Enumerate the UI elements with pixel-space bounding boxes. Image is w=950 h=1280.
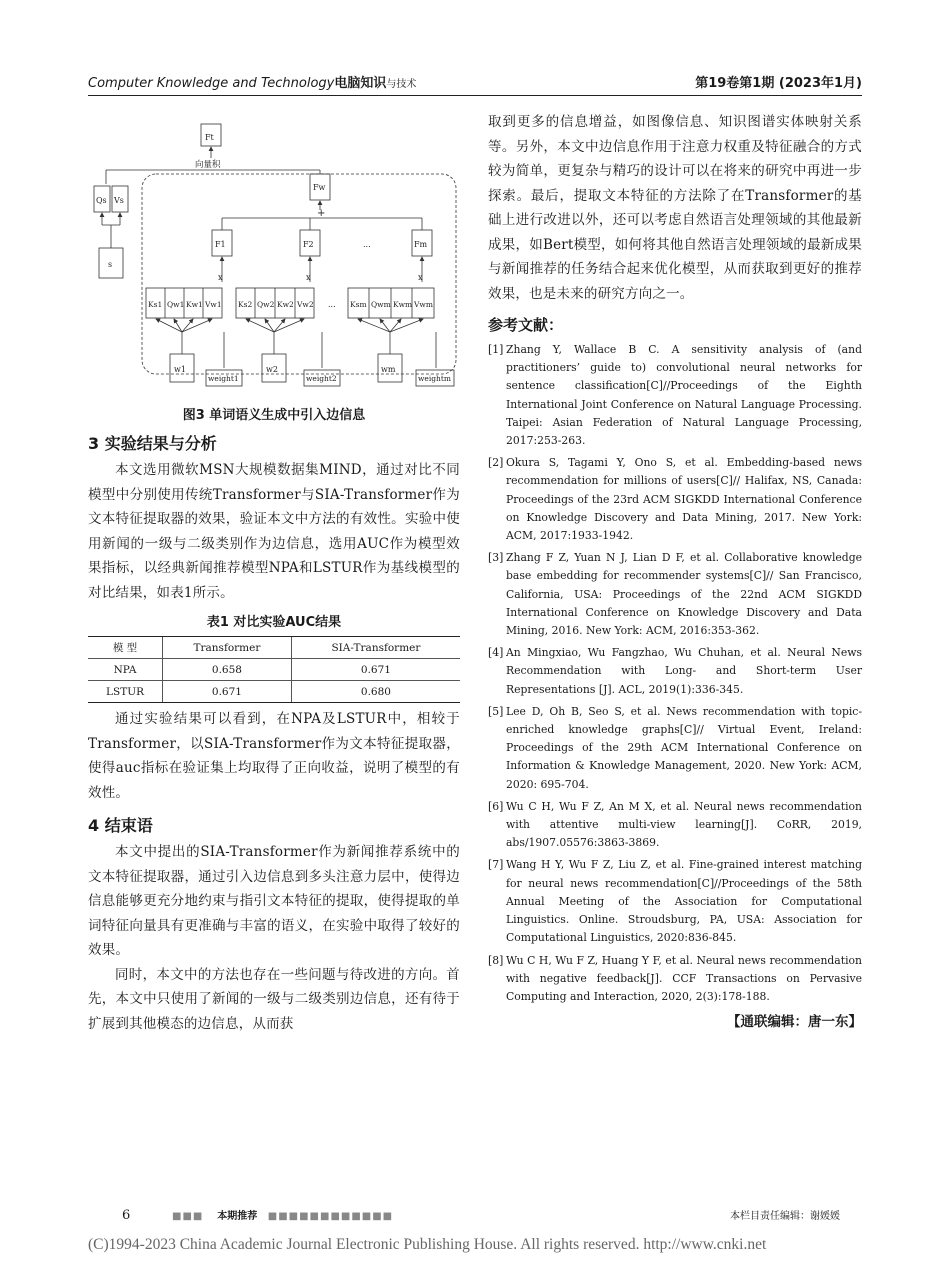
g1-vw: Vw1 xyxy=(205,300,222,309)
ellipsis-top: ... xyxy=(363,240,371,249)
journal-title-cn: 电脑知识 xyxy=(334,76,387,91)
section-3-para-2: 通过实验结果可以看到，在NPA及LSTUR中，相较于Transformer，以SIA-Transformer作为文本特征提取器，使得auc指标在验证集上均取得了正向收益，说明了模型的有效性。 xyxy=(88,711,460,801)
table-cell: NPA xyxy=(88,659,163,681)
weight1-label: weight1 xyxy=(208,374,239,383)
f2-label: F2 xyxy=(303,240,314,249)
ref-number: [4] xyxy=(488,646,504,660)
ref-number: [2] xyxy=(488,456,504,470)
g2-vw: Vw2 xyxy=(297,300,314,309)
qs-label: Qs xyxy=(96,196,107,205)
column-label: 本期推荐 xyxy=(217,1211,258,1222)
copyright-notice: (C)1994-2023 China Academic Journal Electronic Publishing House. All rights reserved. http://www.cnki.net xyxy=(88,1236,767,1253)
ref-text: Zhang F Z, Yuan N J, Lian D F, et al. Collaborative knowledge base embedding for recommender systems[C]// San Francisco, California, USA: Proceedings of the 22nd ACM SIGKDD International Conference on Knowledge Discovery and Data Mining, 2016. New York: ACM, 2016:353-362. xyxy=(506,551,862,638)
reference-item xyxy=(488,798,862,853)
references-title: 参考文献： xyxy=(488,316,564,334)
auc-table xyxy=(88,636,460,703)
ellipsis-mid: ... xyxy=(328,300,336,309)
reference-item xyxy=(488,454,862,545)
ref-number: [7] xyxy=(488,858,504,872)
table-cell: 0.671 xyxy=(163,681,292,703)
ref-number: [8] xyxy=(488,953,504,967)
page-number: 6 xyxy=(122,1208,131,1223)
divider-dots: ■■■■■■■■■■■■ xyxy=(267,1211,394,1222)
journal-title-cn-small: 与技术 xyxy=(386,79,417,90)
x-label-1: x xyxy=(218,273,223,282)
g2-qw: Qw2 xyxy=(257,300,275,309)
table-cell: 0.671 xyxy=(291,659,460,681)
ref-text: Wu C H, Wu F Z, An M X, et al. Neural news recommendation with attentive multi-view learning[J]. CoRR, 2019, abs/1907.05576:3863-3869. xyxy=(506,799,862,850)
table-header-model: 模 型 xyxy=(88,637,163,659)
gm-qw: Qwm xyxy=(371,300,391,309)
table-caption: 表1 对比实验AUC结果 xyxy=(206,615,342,630)
x-label-2: x xyxy=(306,273,311,282)
table-row xyxy=(88,659,460,681)
w1-label: w1 xyxy=(174,365,186,374)
liaison-editor: 【通联编辑：唐一东】 xyxy=(727,1014,862,1031)
table-header-sia: SIA-Transformer xyxy=(291,637,460,659)
right-column xyxy=(488,110,862,1030)
reference-list xyxy=(488,341,862,1006)
reference-item xyxy=(488,703,862,794)
ref-text: Wu C H, Wu F Z, Huang Y F, et al. Neural news recommendation with negative feedback[J]. CCF Transactions on Pervasive Computing and Interaction, 2020, 2(3):178-188. xyxy=(506,953,862,1003)
fm-label: Fm xyxy=(414,240,428,249)
header-rule xyxy=(88,95,862,96)
ft-label: Ft xyxy=(205,133,214,142)
wm-label: wm xyxy=(381,365,396,374)
vector-product-label: 向量积 xyxy=(195,160,221,170)
g1-kw: Kw1 xyxy=(186,300,203,309)
reference-item xyxy=(488,856,862,947)
table-cell: 0.680 xyxy=(291,681,460,703)
weight2-label: weight2 xyxy=(306,374,337,383)
ref-text: An Mingxiao, Wu Fangzhao, Wu Chuhan, et al. Neural News Recommendation with Long- and Short-term User Representations [J]. ACL, 2019(1):336-345. xyxy=(506,646,862,696)
table-cell: 0.658 xyxy=(163,659,292,681)
section-4-title: 4 结束语 xyxy=(88,816,153,835)
s-label: s xyxy=(108,260,113,269)
gm-ks: Ksm xyxy=(350,300,367,309)
issue-info: 第19卷第1期 (2023年1月) xyxy=(695,76,862,91)
figure-3 xyxy=(88,110,460,402)
g2-ks: Ks2 xyxy=(238,300,253,309)
ref-text: Lee D, Oh B, Seo S, et al. News recommendation with topic-enriched knowledge graphs[C]// Virtual Event, Ireland: Proceedings of the 29th ACM International Conference on Information & Knowledge Management, 2020. New York: ACM, 2020: 695-704. xyxy=(506,704,862,791)
responsible-editor: 本栏目责任编辑：谢媛媛 xyxy=(730,1211,840,1222)
reference-item xyxy=(488,952,862,1007)
x-label-m: x xyxy=(418,273,423,282)
architecture-diagram xyxy=(88,110,460,402)
plus-label: + xyxy=(317,208,326,219)
f1-label: F1 xyxy=(215,240,226,249)
reference-item xyxy=(488,549,862,640)
gm-kw: Kwm xyxy=(393,300,413,309)
section-4-para-2: 同时，本文中的方法也存在一些问题与待改进的方向。首先，本文中只使用了新闻的一级与二级类别边信息，还有待于扩展到其他模态的边信息，从而获 xyxy=(88,966,460,1032)
section-3-title: 3 实验结果与分析 xyxy=(88,434,217,453)
reference-item xyxy=(488,341,862,450)
divider-dots: ■■■ xyxy=(172,1211,204,1222)
w2-label: w2 xyxy=(266,365,278,374)
table-cell: LSTUR xyxy=(88,681,163,703)
section-4-para-2-cont: 取到更多的信息增益，如图像信息、知识图谱实体映射关系等。另外，本文中边信息作用于注意力权重及特征融合的方式较为简单，更复杂与精巧的设计可以在将来的研究中再进一步探索。最后，提取文本特征的方法除了在Transformer的基础上进行改进以外，还可以考虑自然语言处理领域的其他最新成果，如Bert模型，如何将其他自然语言处理领域的最新成果与新闻推荐的任务结合起来优化模型，从而获取到更好的推荐效果，也是未来的研究方向之一。 xyxy=(488,114,862,302)
journal-title xyxy=(88,72,416,91)
g1-qw: Qw1 xyxy=(167,300,185,309)
g2-kw: Kw2 xyxy=(277,300,294,309)
vs-label: Vs xyxy=(114,196,124,205)
ref-number: [3] xyxy=(488,551,504,565)
column-name xyxy=(172,1207,393,1222)
table-row xyxy=(88,681,460,703)
side-info-frame xyxy=(142,174,456,374)
reference-item xyxy=(488,644,862,699)
fw-label: Fw xyxy=(313,183,326,192)
figure-caption: 图3 单词语义生成中引入边信息 xyxy=(182,408,366,423)
g1-ks: Ks1 xyxy=(148,300,163,309)
section-4-para-1: 本文中提出的SIA-Transformer作为新闻推荐系统中的文本特征提取器，通过引入边信息到多头注意力层中，使得边信息能够更充分地约束与指引文本特征的提取，使得提取的单词特征向量具有更准确与丰富的语义，在实验中取得了较好的效果。 xyxy=(88,844,460,958)
section-3-para-1: 本文选用微软MSN大规模数据集MIND，通过对比不同模型中分别使用传统Transformer与SIA-Transformer作为文本特征提取器的效果，验证本文中方法的有效性。实验中使用新闻的一级与二级类别作为边信息，选用AUC作为模型效果指标，以经典新闻推荐模型NPA和LSTUR作为基线模型的对比结果，如表1所示。 xyxy=(88,462,460,601)
weightm-label: weightm xyxy=(418,374,452,383)
left-column xyxy=(88,110,460,1036)
gm-vw: Vwm xyxy=(414,300,433,309)
ref-text: Zhang Y, Wallace B C. A sensitivity analysis of (and practitioners’ guide to) convolutional neural networks for sentence classification[C]//Proceedings of the Eighth International Joint Conference on Natural Language Processing. Taipei: Asian Federation of Natural Language Processing, 2017:253-263. xyxy=(506,343,862,448)
ref-number: [5] xyxy=(488,704,504,718)
ref-text: Okura S, Tagami Y, Ono S, et al. Embedding-based news recommendation for millions of users[C]// Halifax, NS, Canada: Proceedings of the 23rd ACM SIGKDD International Conference on Knowledge Discovery and Data Mining, 2017. New York: ACM, 2017:1933-1942. xyxy=(506,456,862,543)
ref-number: [1] xyxy=(488,343,504,356)
table-header-transformer: Transformer xyxy=(163,637,292,659)
journal-title-en: Computer Knowledge and Technology xyxy=(88,76,335,91)
ref-text: Wang H Y, Wu F Z, Liu Z, et al. Fine-grained interest matching for neural news recommendation[C]//Proceedings of the 58th Annual Meeting of the Association for Computational Linguistics. Online. Stroudsburg, PA, USA: Association for Computational Linguistics, 2020:836-845. xyxy=(506,858,862,945)
ref-number: [6] xyxy=(488,799,504,813)
